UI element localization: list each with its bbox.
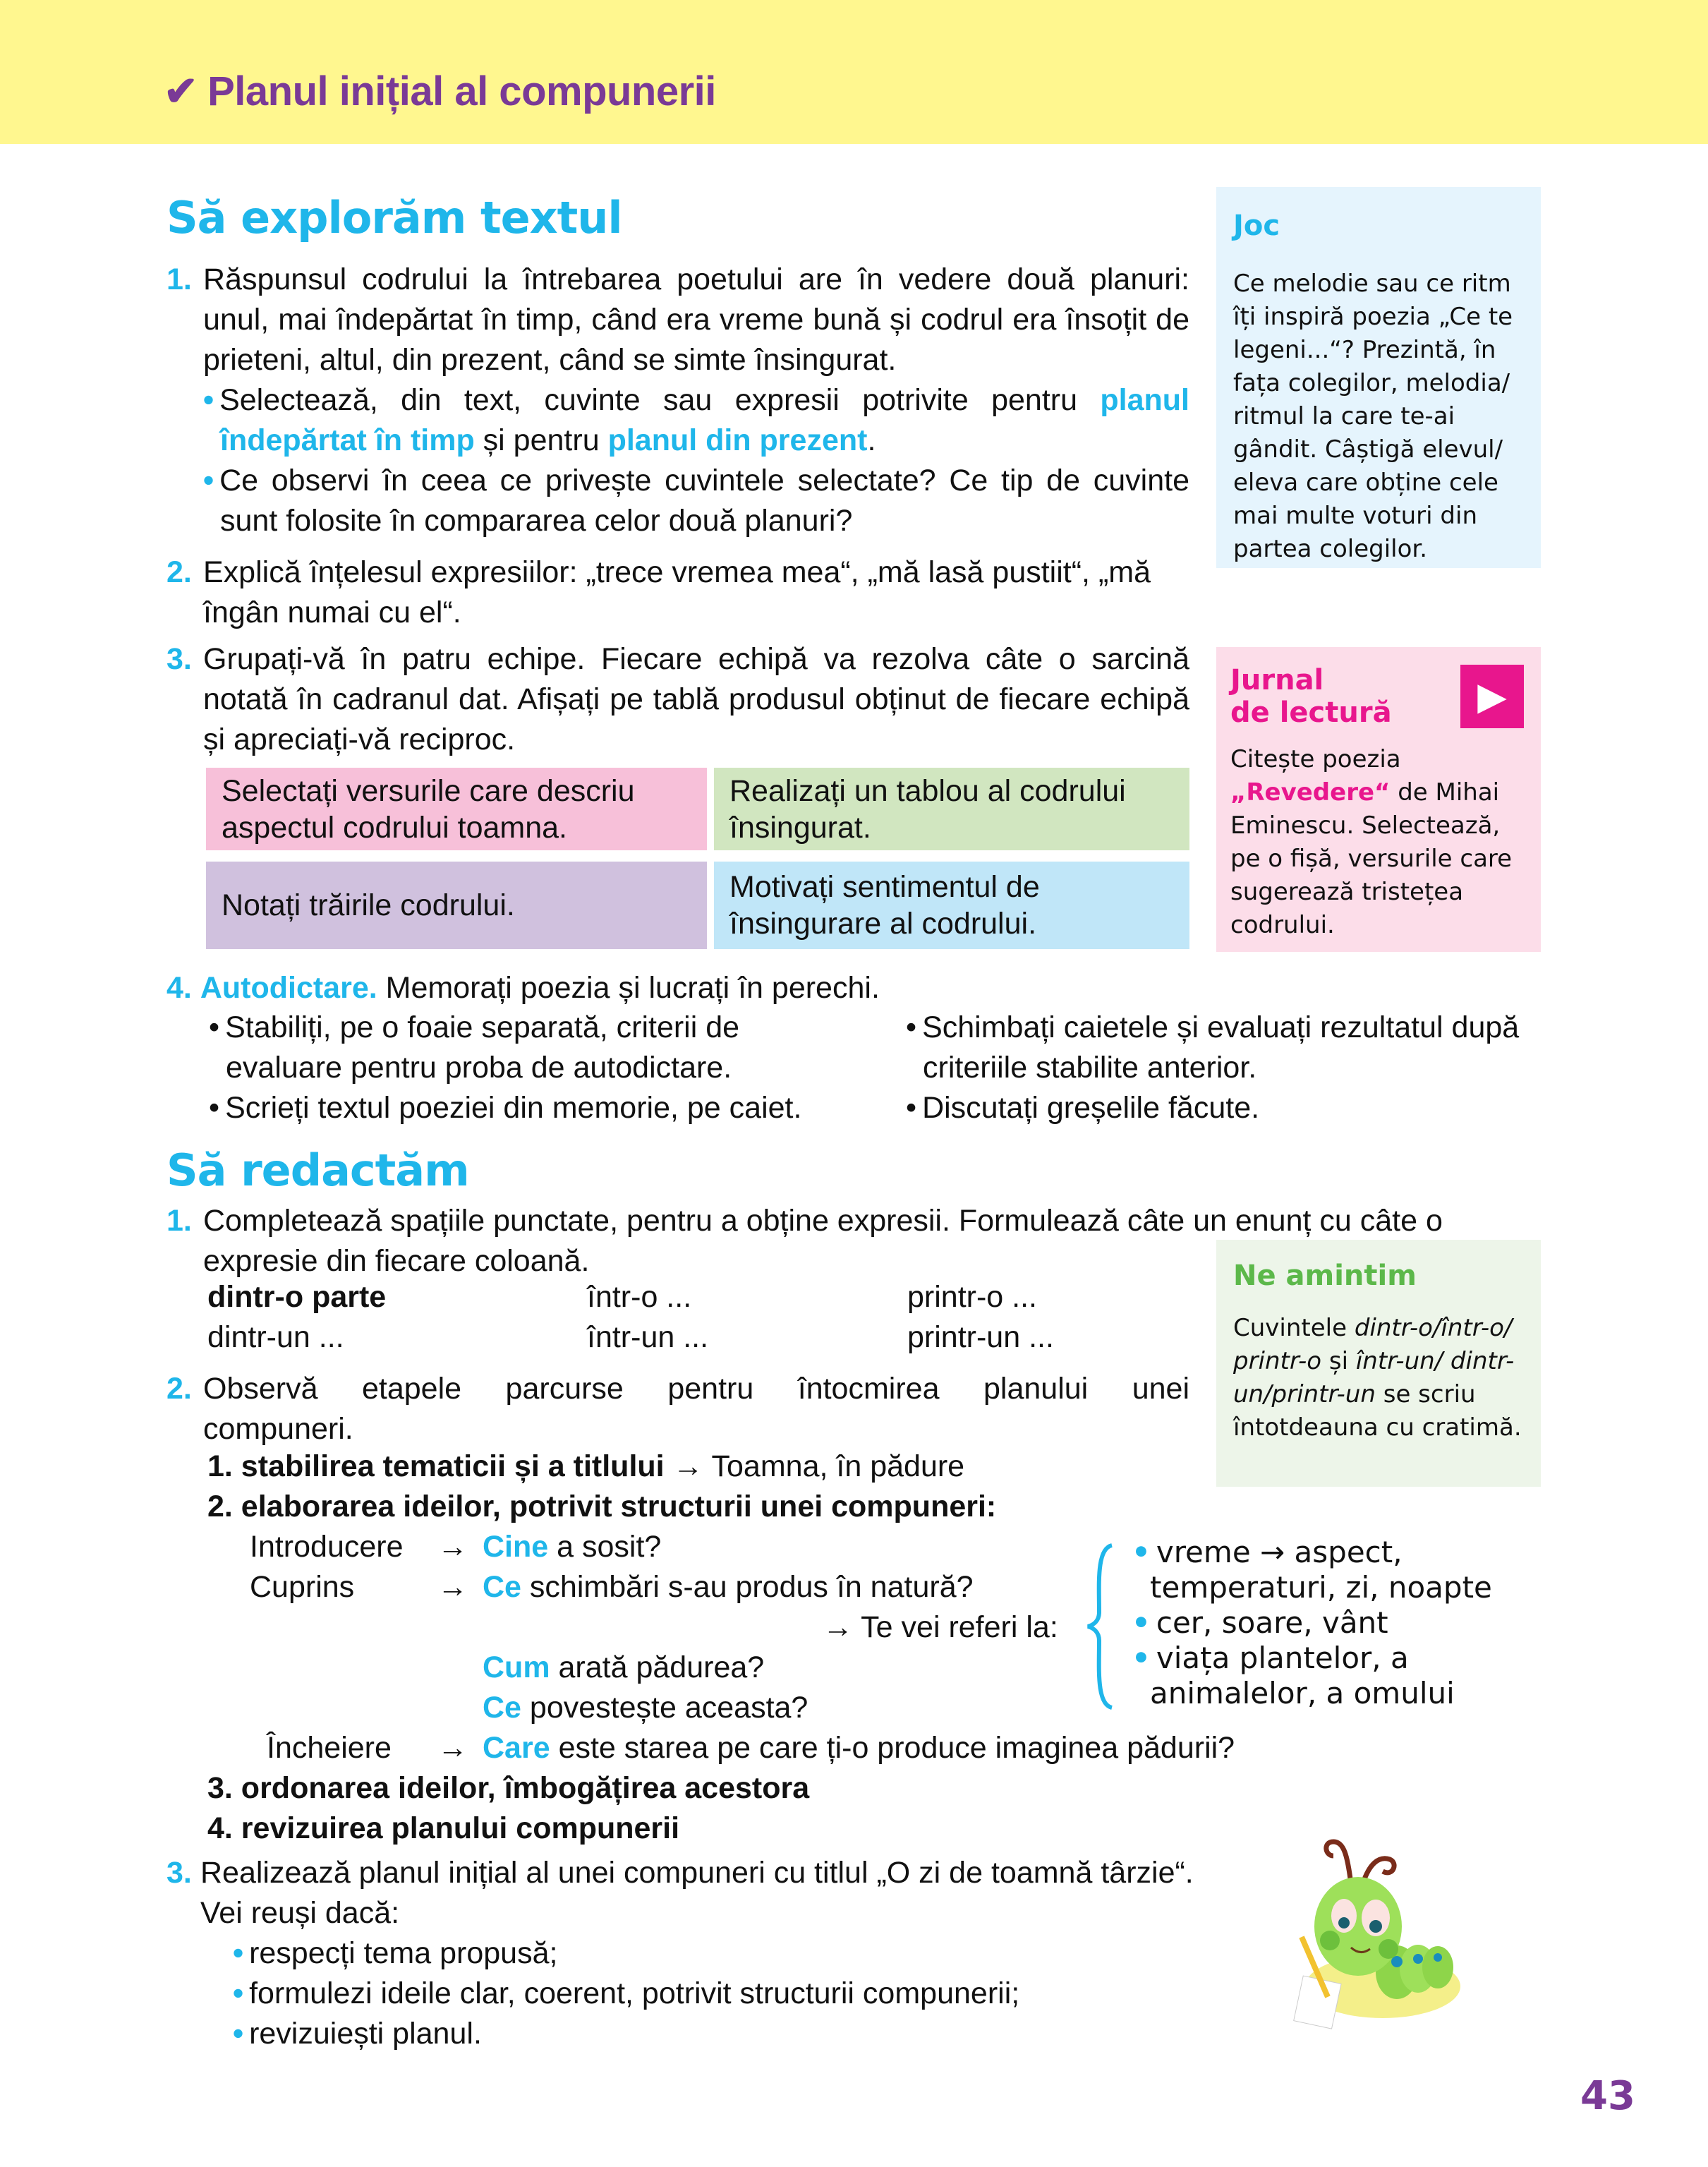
compose-exercise-1: 1. Completează spațiile punctate, pentru a obține expresii. Formulează câte un enunț cu câte o expresie din fiecare coloană. [166,1204,1443,1278]
compose-exercise-3: 3. Realizează planul inițial al unei compuneri cu titlul „O zi de toamnă târzie“. Vei reuși dacă: • respecți tema propusă; • formulezi ideile clar, coerent, potrivit structurii compunerii; • revizuiești planul. [166,1856,1194,2051]
expr-col2-row1: într-o ... [587,1280,692,1314]
arrow-icon: → [437,1530,468,1564]
structure-body-question-1: Ce schimbări s-au produs în natură? [483,1570,974,1604]
structure-body-label: Cuprins [250,1570,355,1604]
arrow-icon: → [437,1570,468,1604]
autodictation-left-bullets: • Stabiliți, pe o foaie separată, criterii de evaluare pentru proba de autodictare. • Scrieți textul poeziei din memorie, pe caiet. [209,1010,802,1125]
task-card-select-verses: Selectați versurile care descriu aspectul codrului toamna. [206,768,707,850]
expr-col3-row2: printr-un ... [907,1320,1054,1354]
reading-journal-box [1216,647,1541,952]
caterpillar-mascot-illustration [1277,1821,1460,2032]
remember-text: Cuvintele dintr-o/într-o/ printr-o și într-un/ dintr-un/printr-un se scriu întotdeauna cu cratimă. [1233,1314,1522,1442]
exercise-1 [166,260,1189,541]
task-card-tableau: Realizați un tablou al codrului însingurat. [714,768,1189,850]
structure-intro-question: Cine a sosit? [483,1530,662,1564]
page-title: ✔ Planul inițial al compunerii [164,68,716,114]
step-2: 2. elaborarea ideilor, potrivit structurii unei compuneri: [207,1490,997,1523]
journal-title: Jurnal de lectură [1230,664,1392,729]
exercise-3: 3. Grupați-vă în patru echipe. Fiecare echipă va rezolva câte o sarcină notată în cadranul dat. Afișați pe tablă produsul obținut de fiecare echipă și apreciați-vă reciproc. [166,642,1189,756]
expr-col1-row1: dintr-o parte [207,1280,387,1314]
bullet-observe: • Ce observi în ceea ce privește cuvintele selectate? Ce tip de cuvinte sunt folosite în compararea celor două planuri? [203,464,1189,538]
section-title-explore: Să explorăm textul [166,192,622,243]
autodictation-right-bullets: • Schimbați caietele și evaluați rezultatul după criteriile stabilite anterior. • Discutați greșelile făcute. [906,1010,1520,1125]
game-box-title: Joc [1233,210,1280,242]
structure-conclusion-question: Care este starea pe care ți-o produce imaginea pădurii? [483,1731,1235,1765]
play-video-icon[interactable]: ▶ [1460,665,1524,728]
remember-box [1216,1240,1541,1487]
exercise-2: 2. Explică înțelesul expresiilor: „trece vremea mea“, „mă lasă pustiit“, „mă îngân numai cu el“. [166,555,1151,629]
section-title-compose: Să redactăm [166,1145,469,1196]
refer-to-label: → Te vei referi la: [823,1610,1058,1644]
exercise-4: 4. Autodictare. Memorați poezia și lucrați în perechi. [166,971,880,1005]
step-1: 1. stabilirea tematicii și a titlului → Toamna, în pădure [207,1449,965,1483]
game-box-text: Ce melodie sau ce ritm îți inspiră poezia „Ce te legeni...“? Prezintă, în fața colegilor, melodia/ ritmul la care te-ai gândit. Câștigă elevul/ eleva care obține cele mai multe voturi din partea colegilor. [1233,270,1513,563]
structure-conclusion-label: Încheiere [267,1731,392,1765]
expr-col1-row2: dintr-un ... [207,1320,344,1354]
structure-body-question-2: Cum arată pădurea? [483,1650,765,1684]
exercise-text: Răspunsul codrului la întrebarea poetului are în vedere două planuri: unul, mai îndepărtat în timp, când era vreme bună și codrul era însoțit de prieteni, altul, din prezent, când se simte însingurat. [203,262,1189,377]
bullet-select: • Selectează, din text, cuvinte sau expresii potrivite pentru planul îndepărtat în timp și pentru planul din prezent. [203,383,1189,457]
step-3: 3. ordonarea ideilor, îmbogățirea acestora [207,1771,810,1805]
checkmark-icon: ✔ [164,68,198,114]
task-card-motivate: Motivați sentimentul de însingurare al codrului. [714,862,1189,949]
remember-title: Ne amintim [1233,1260,1417,1292]
step-4: 4. revizuirea planului compunerii [207,1811,680,1845]
game-sidebar-box [1216,187,1541,568]
structure-body-question-3: Ce povestește aceasta? [483,1691,808,1725]
structure-intro-label: Introducere [250,1530,404,1564]
expr-col3-row1: printr-o ... [907,1280,1037,1314]
exercise-number: 1. [166,262,192,296]
expr-col2-row2: într-un ... [587,1320,709,1354]
arrow-icon: → [437,1731,468,1765]
task-card-feelings: Notați trăirile codrului. [206,862,707,949]
curly-brace-icon [1084,1542,1126,1711]
refer-to-list: • vreme → aspect, temperaturi, zi, noapte • cer, soare, vânt • viața plantelor, a animalelor, a omului [1132,1535,1492,1710]
compose-exercise-2: 2. Observă etapele parcurse pentru întocmirea planului unei compuneri. [166,1372,1189,1446]
journal-text: Citește poezia „Revedere“ de Mihai Eminescu. Selectează, pe o fișă, versurile care sugerează tristețea codrului. [1230,745,1513,939]
page-number: 43 [1580,2073,1635,2119]
